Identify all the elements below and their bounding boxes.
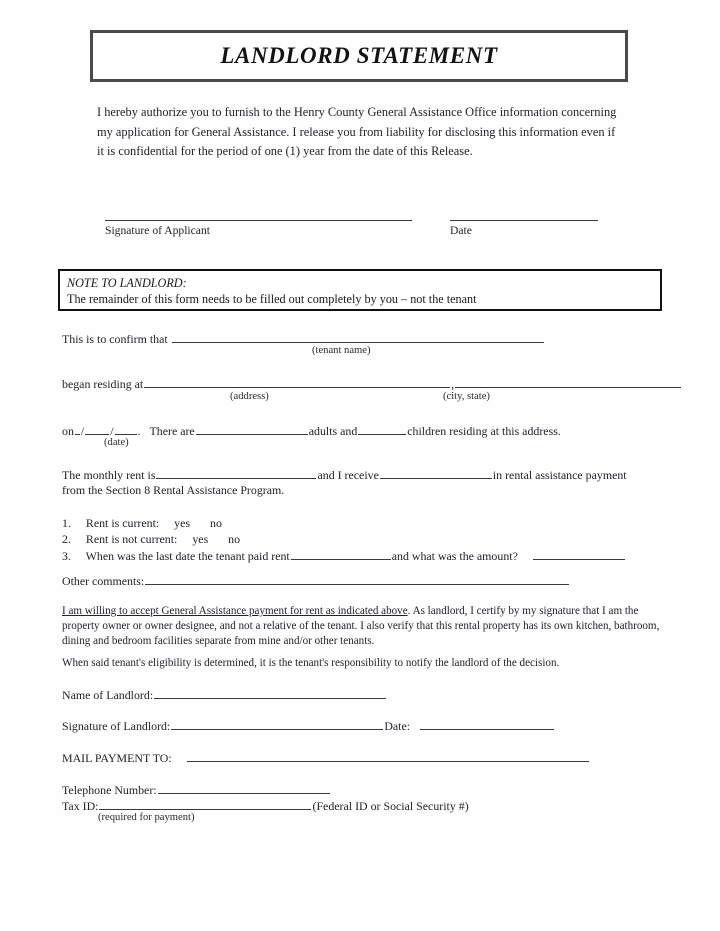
question-2-yes[interactable]: yes (192, 532, 209, 547)
applicant-signature-row (0, 206, 720, 248)
confirm-lead-label: This is to confirm that (62, 332, 168, 346)
question-2-text: Rent is not current: (85, 532, 178, 547)
question-2-no[interactable]: no (228, 532, 241, 547)
date-slash-2: / (110, 424, 114, 438)
note-heading: NOTE TO LANDLORD: (67, 276, 187, 290)
mail-payment-to-label: MAIL PAYMENT TO: (62, 751, 172, 765)
question-3-text-b: and what was the amount? (391, 548, 518, 563)
telephone-number-line (62, 782, 331, 798)
date-day-blank[interactable] (85, 423, 109, 435)
confirm-tenant-line (62, 331, 545, 347)
signature-of-landlord-line (62, 718, 555, 734)
telephone-number-label: Telephone Number: (62, 783, 157, 797)
question-3 (62, 548, 626, 564)
tenant-name-blank[interactable] (172, 331, 544, 343)
note-to-landlord-box (58, 269, 662, 311)
city-state-caption: (city, state) (443, 391, 490, 402)
occupancy-line (62, 423, 561, 439)
certification-paragraph (62, 604, 662, 650)
question-1 (62, 515, 626, 531)
eligibility-note: When said tenant's eligibility is determined, it is the tenant's responsibility to notify the landlord of the decision. (62, 657, 560, 669)
signature-applicant-label: Signature of Applicant (105, 224, 210, 237)
tax-id-required-caption: (required for payment) (98, 812, 195, 823)
name-of-landlord-blank[interactable] (154, 687, 386, 699)
question-3-text: When was the last date the tenant paid rent (85, 548, 290, 563)
date-slash-1: / (80, 424, 85, 438)
on-label: on (62, 424, 74, 438)
note-body: The remainder of this form needs to be filled out completely by you – not the tenant (67, 292, 477, 306)
adults-label: adults and (308, 424, 358, 438)
city-state-blank[interactable] (455, 376, 681, 388)
last-payment-date-blank[interactable] (291, 548, 391, 560)
address-blank[interactable] (144, 376, 450, 388)
other-comments-line (62, 573, 570, 589)
landlord-date-blank[interactable] (420, 718, 554, 730)
monthly-rent-lead: The monthly rent is (62, 468, 156, 482)
tax-id-blank[interactable] (99, 798, 311, 810)
date-caption: (date) (104, 437, 129, 448)
mail-payment-to-blank[interactable] (187, 750, 589, 762)
last-payment-amount-blank[interactable] (533, 548, 625, 560)
tax-id-hint: (Federal ID or Social Security #) (312, 799, 469, 813)
telephone-number-blank[interactable] (158, 782, 330, 794)
children-label: children residing at this address. (407, 424, 561, 438)
landlord-date-label: Date: (384, 719, 411, 733)
name-of-landlord-label: Name of Landlord: (62, 688, 154, 702)
certification-rest: . As landlord, I certify by my signature that I am the property owner or owner designee, and not a relative of the tenant. I also verify that this rental property has its own kitchen, bathroom, dining and bedroom facilities separate from mine and/or other tenants. (62, 605, 660, 648)
children-count-blank[interactable] (358, 423, 406, 435)
page-title: LANDLORD STATEMENT (220, 43, 498, 68)
question-2-number: 2. (62, 532, 71, 547)
question-1-text: Rent is current: (85, 516, 160, 530)
tenant-name-caption: (tenant name) (312, 345, 371, 356)
mail-payment-to-line (62, 750, 590, 766)
question-3-number: 3. (62, 548, 71, 563)
signature-of-landlord-blank[interactable] (171, 718, 383, 730)
other-comments-blank[interactable] (145, 573, 569, 585)
date-period: . (137, 424, 141, 438)
authorization-paragraph: I hereby authorize you to furnish to the Henry County General Assistance Office information concerning my application for General Assistance. I release you from liability for disclosing this information even if it is confidential for the period of one (1) year from the date of this Release. (97, 105, 617, 158)
question-1-number: 1. (62, 516, 71, 530)
rent-tail-label: in rental assistance payment (492, 468, 627, 482)
signature-date-line[interactable] (450, 220, 598, 221)
address-separator: , (451, 377, 455, 391)
tax-id-label: Tax ID: (62, 799, 99, 813)
rent-middle-label: and I receive (317, 468, 379, 482)
signature-applicant-line[interactable] (105, 220, 412, 221)
adults-count-blank[interactable] (196, 423, 308, 435)
there-are-label: There are (149, 424, 195, 438)
address-caption: (address) (230, 391, 269, 402)
date-year-blank[interactable] (115, 423, 137, 435)
signature-of-landlord-label: Signature of Landlord: (62, 719, 171, 733)
question-2 (62, 531, 626, 547)
monthly-rent-line (62, 467, 627, 483)
question-1-no[interactable]: no (210, 516, 222, 530)
rental-assistance-blank[interactable] (380, 467, 492, 479)
title-box (90, 30, 628, 82)
other-comments-label: Other comments: (62, 574, 145, 588)
residing-address-line (62, 376, 682, 392)
name-of-landlord-line (62, 687, 387, 703)
signature-date-label: Date (450, 224, 472, 237)
date-month-blank[interactable] (75, 423, 80, 435)
section8-line: from the Section 8 Rental Assistance Program. (62, 483, 285, 497)
certification-underlined-clause: I am willing to accept General Assistance payment for rent as indicated above (62, 605, 408, 617)
monthly-rent-blank[interactable] (156, 467, 316, 479)
residing-lead-label: began residing at (62, 377, 144, 391)
question-1-yes[interactable]: yes (174, 516, 191, 530)
questions-list (62, 515, 626, 564)
